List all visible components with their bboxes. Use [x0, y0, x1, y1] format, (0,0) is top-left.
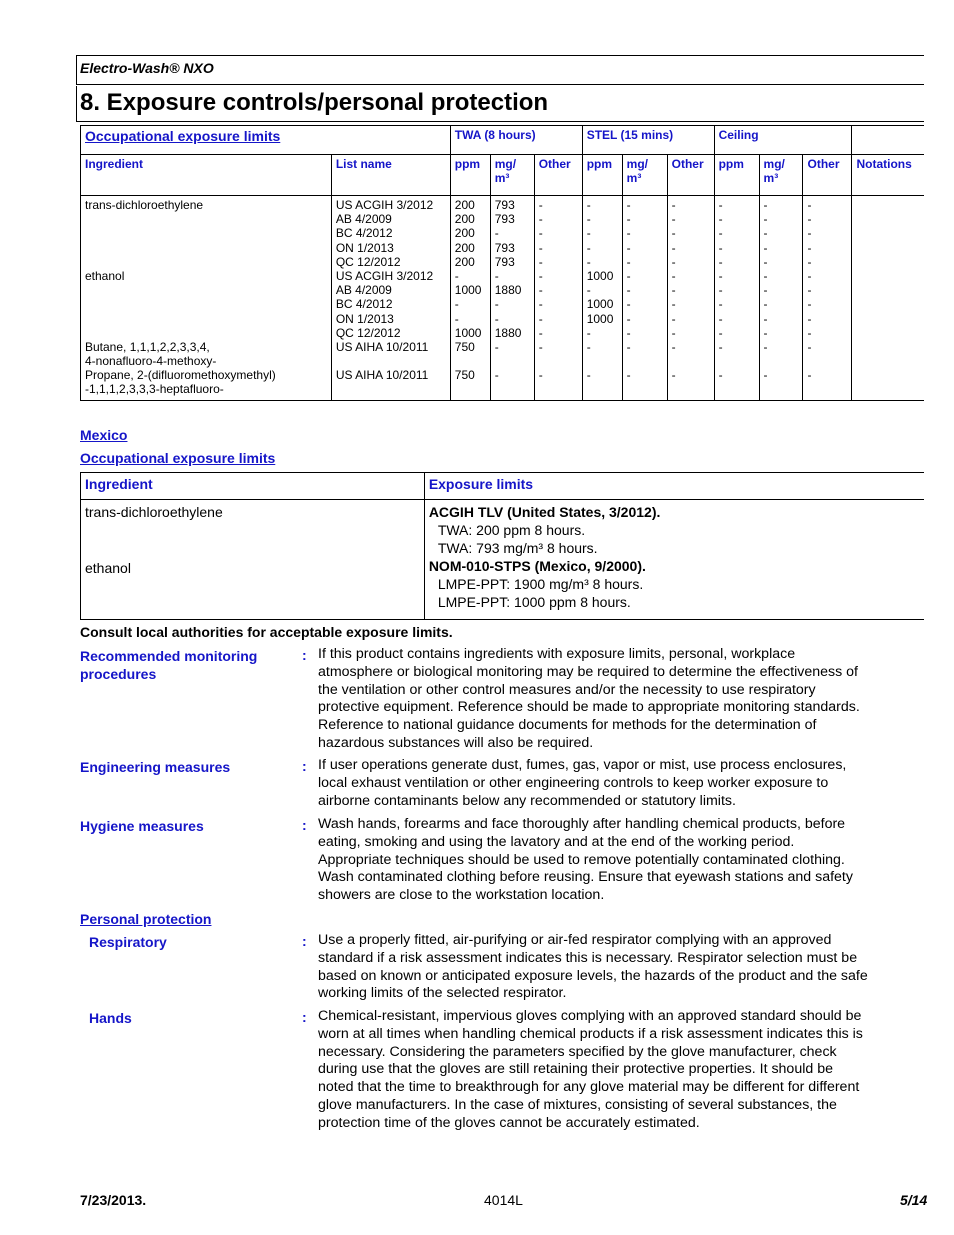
- oel-ceil-mg-value: -: [763, 283, 768, 298]
- oel-twa-other-value: -: [538, 325, 543, 340]
- text-line: showers are close to the workstation location.: [318, 887, 605, 904]
- oel-ceil-other-value: -: [807, 212, 812, 227]
- col-notations: Notations: [852, 155, 924, 196]
- respiratory-text: [318, 932, 922, 1003]
- text-line: the ventilation or other control measures and/or the necessity to use respiratory: [318, 681, 816, 698]
- monitoring-text: [318, 646, 922, 753]
- oel-ingredient-value: [85, 212, 327, 226]
- oel-twa-other-value: -: [538, 226, 543, 241]
- oel-twa-other-value: [539, 354, 578, 368]
- oel-stel-mg-value: -: [626, 368, 631, 383]
- oel-ceil-mg-value: -: [763, 311, 768, 326]
- oel-stel-ppm-value: -: [586, 339, 591, 354]
- oel-twa-ppm-value: 1000: [454, 283, 482, 298]
- col-stel-m3-label: m³: [626, 171, 642, 185]
- oel-list-value: QC 12/2012: [335, 325, 401, 340]
- cell-ceiling-ppm: [714, 196, 759, 401]
- oel-stel-ppm-value: -: [586, 368, 591, 383]
- oel-stel-ppm-value: -: [586, 240, 591, 255]
- oel-twa-ppm-value: -: [454, 268, 459, 283]
- col-stel-other: Other: [667, 155, 714, 196]
- hands-label: Hands: [89, 1010, 132, 1026]
- oel-twa-ppm-value: 200: [454, 240, 475, 255]
- oel-stel-other-value: -: [671, 325, 676, 340]
- col-twa-other: Other: [534, 155, 582, 196]
- oel-stel-other-value: -: [671, 240, 676, 255]
- respiratory-label: Respiratory: [89, 934, 167, 950]
- text-line: protective equipment. Reference should be made to appropriate monitoring standards.: [318, 699, 860, 716]
- oel-ingredient-value: Butane, 1,1,1,2,2,3,3,4,: [85, 339, 210, 354]
- oel-stel-ppm-value: [587, 354, 618, 368]
- oel-ceil-ppm-value: -: [718, 283, 723, 298]
- oel-list-value: ON 1/2013: [335, 311, 394, 326]
- oel-ceil-other-value: -: [807, 297, 812, 312]
- oel-stel-mg-value: -: [626, 212, 631, 227]
- oel-ingredient-value: [85, 241, 327, 255]
- oel-stel-ppm-value: -: [586, 198, 591, 212]
- oel-stel-other-value: -: [671, 212, 676, 227]
- oel-stel-other-value: -: [671, 297, 676, 312]
- oel-twa-other-value: -: [538, 240, 543, 255]
- oel-twa-ppm-value: -: [454, 311, 459, 326]
- engineering-text: [318, 757, 922, 810]
- oel-stel-other-value: -: [671, 368, 676, 383]
- cell-ceiling-other: [803, 196, 852, 401]
- text-line: Wash hands, forearms and face thoroughly after handling chemical products, before: [318, 816, 846, 832]
- text-line: Use a properly fitted, air-purifying or air-fed respirator complying with an approved: [318, 932, 832, 948]
- oel-twa-other-value: -: [538, 212, 543, 227]
- oel-stel-mg-value: -: [626, 254, 631, 269]
- oel-twa-ppm-value: [455, 354, 486, 368]
- oel-twa-mg-value: -: [494, 339, 499, 354]
- mex-col-limits: Exposure limits: [424, 473, 924, 500]
- cell-stel-ppm: [582, 196, 622, 401]
- oel-twa-other-value: [539, 382, 578, 396]
- oel-ceil-other-value: -: [807, 325, 812, 340]
- oel-stel-ppm-value: -: [586, 226, 591, 241]
- oel-ceil-other-value: -: [807, 368, 812, 383]
- mex-ingredient-cell: [81, 500, 425, 620]
- mex-limit-2-title: NOM-010-STPS (Mexico, 9/2000).: [428, 558, 646, 574]
- oel-ceil-other-value: -: [807, 240, 812, 255]
- col-ceiling-ppm: ppm: [714, 155, 759, 196]
- oel-ceil-ppm-value: -: [718, 368, 723, 383]
- oel-ingredient-value: 4-nonafluoro-4-methoxy-: [85, 354, 217, 369]
- oel-twa-ppm-value: [455, 382, 486, 396]
- oel-ceil-ppm-value: -: [718, 226, 723, 241]
- col-stel-mg-label: mg/: [626, 157, 649, 171]
- oel-stel-ppm-value: 1000: [586, 268, 614, 283]
- oel-twa-ppm-value: -: [454, 297, 459, 312]
- text-line: necessary. Considering the parameters specified by the glove manufacturer, check: [318, 1043, 837, 1060]
- oel-ceil-mg-value: -: [763, 368, 768, 383]
- oel-list-value: QC 12/2012: [335, 254, 401, 269]
- oel-stel-mg-value: -: [626, 268, 631, 283]
- oel-stel-mg-value: -: [626, 198, 631, 212]
- text-line: local exhaust ventilation or other engineering controls to keep worker exposure to: [318, 774, 829, 791]
- section-title: 8. Exposure controls/personal protection: [80, 89, 549, 116]
- oel-stel-mg-value: -: [626, 339, 631, 354]
- oel-twa-mg-value: -: [494, 297, 499, 312]
- oel-ceil-other-value: [807, 382, 847, 396]
- hygiene-label: Hygiene measures: [80, 818, 204, 834]
- hands-text: [318, 1008, 922, 1133]
- text-line: hazardous substances will also be required.: [318, 734, 594, 751]
- twa-group-header: TWA (8 hours): [450, 126, 582, 155]
- oel-twa-other-value: -: [538, 283, 543, 298]
- text-line: airborne contaminants below any recommended or statutory limits.: [318, 792, 736, 809]
- oel-twa-mg-value: [495, 354, 530, 368]
- cell-notations: [852, 196, 924, 401]
- oel-ceil-ppm-value: -: [718, 297, 723, 312]
- oel-stel-ppm-value: -: [586, 212, 591, 227]
- col-stel-ppm: ppm: [582, 155, 622, 196]
- oel-ingredient-value: ethanol: [85, 268, 125, 283]
- col-twa-m3-label: m³: [494, 171, 510, 185]
- oel-ceil-mg-value: -: [763, 339, 768, 354]
- oel-stel-mg-value: -: [626, 226, 631, 241]
- oel-ceil-mg-value: -: [763, 198, 768, 212]
- oel-twa-other-value: -: [538, 254, 543, 269]
- cell-stel-mg: [622, 196, 667, 401]
- mex-ingredient-1: trans-dichloroethylene: [85, 504, 223, 520]
- oel-stel-other-value: -: [671, 268, 676, 283]
- text-line: noted that the time to breakthrough for any glove material may be different for different: [318, 1079, 860, 1096]
- mex-col-ingredient: Ingredient: [81, 473, 425, 500]
- oel-twa-other-value: -: [538, 297, 543, 312]
- col-ceiling-mg: [759, 155, 803, 196]
- col-ceiling-m3-label: m³: [763, 171, 779, 185]
- stel-group-header: STEL (15 mins): [582, 126, 714, 155]
- col-twa-mg: [490, 155, 534, 196]
- oel-list-value: US ACGIH 3/2012: [335, 198, 434, 212]
- respiratory-colon: :: [302, 933, 307, 949]
- oel-twa-ppm-value: 750: [454, 368, 475, 383]
- oel-twa-mg-value: [495, 382, 530, 396]
- cell-stel-other: [667, 196, 714, 401]
- monitoring-label: [80, 647, 295, 683]
- oel-twa-ppm-value: 750: [454, 339, 475, 354]
- oel-twa-mg-value: 793: [494, 240, 515, 255]
- oel-ceil-ppm-value: [719, 382, 755, 396]
- oel-list-value: ON 1/2013: [335, 240, 394, 255]
- oel-stel-mg-value: [627, 382, 663, 396]
- oel-ceil-mg-value: -: [763, 254, 768, 269]
- text-line: Wash contaminated clothing before reusing. Ensure that eyewash stations and safety: [318, 869, 853, 886]
- mex-limits-cell: [424, 500, 924, 620]
- footer-code: 4014L: [484, 1192, 523, 1208]
- hygiene-text: [318, 816, 922, 905]
- mex-limit-2-a: LMPE-PPT: 1900 mg/m³ 8 hours.: [437, 576, 644, 592]
- text-line: Appropriate techniques should be used to remove potentially contaminated clothing.: [318, 851, 845, 868]
- text-line: working limits of the selected respirator.: [318, 985, 567, 1002]
- oel-ceil-ppm-value: -: [718, 311, 723, 326]
- oel-list-value: BC 4/2012: [335, 297, 393, 312]
- oel-list-value: US AIHA 10/2011: [335, 368, 429, 383]
- mexico-oel-heading[interactable]: Occupational exposure limits: [80, 450, 276, 466]
- mexico-heading[interactable]: Mexico: [80, 427, 128, 443]
- oel-ceil-ppm-value: [719, 354, 755, 368]
- oel-stel-mg-value: [627, 354, 663, 368]
- notations-group-spacer: [852, 126, 924, 155]
- cell-list-names: [331, 196, 450, 401]
- mex-limit-1-title: ACGIH TLV (United States, 3/2012).: [428, 504, 661, 520]
- oel-ceil-other-value: -: [807, 283, 812, 298]
- oel-twa-ppm-value: 200: [454, 226, 475, 241]
- oel-twa-mg-value: 1880: [494, 283, 522, 298]
- oel-list-value: AB 4/2009: [335, 283, 392, 298]
- oel-list-value: [336, 382, 446, 396]
- oel-ceil-ppm-value: -: [718, 240, 723, 255]
- oel-ceil-ppm-value: -: [718, 212, 723, 227]
- col-list-name: List name: [331, 155, 450, 196]
- oel-ingredient-value: [85, 283, 327, 297]
- footer-date: 7/23/2013.: [80, 1192, 147, 1208]
- oel-stel-other-value: [672, 382, 710, 396]
- oel-twa-ppm-value: 200: [454, 198, 475, 212]
- oel-ceil-ppm-value: -: [718, 254, 723, 269]
- oel-stel-mg-value: -: [626, 325, 631, 340]
- oel-twa-mg-value: 793: [494, 254, 515, 269]
- cell-ceiling-mg: [759, 196, 803, 401]
- text-line: atmosphere or biological monitoring may be required to determine the effectiveness of: [318, 663, 858, 680]
- engineering-label: Engineering measures: [80, 759, 231, 775]
- text-line: Reference to national guidance documents for methods for the determination of: [318, 717, 817, 734]
- mex-limit-1-a: TWA: 200 ppm 8 hours.: [437, 522, 586, 538]
- col-twa-ppm: ppm: [450, 155, 490, 196]
- oel-twa-other-value: -: [538, 198, 543, 212]
- oel-ingredient-value: [85, 297, 327, 311]
- text-line: protection time of the gloves cannot be accurately estimated.: [318, 1114, 700, 1131]
- text-line: during use that the gloves are still retaining their protective properties. It should be: [318, 1061, 833, 1078]
- oel-ceil-mg-value: -: [763, 240, 768, 255]
- cell-twa-mg: [490, 196, 534, 401]
- oel-stel-ppm-value: [587, 382, 618, 396]
- oel-stel-mg-value: -: [626, 311, 631, 326]
- cell-ingredients: [81, 196, 332, 401]
- oel-list-value: US ACGIH 3/2012: [335, 268, 434, 283]
- oel-twa-other-value: -: [538, 339, 543, 354]
- oel-ingredient-value: [85, 326, 327, 340]
- product-name: Electro-Wash® NXO: [80, 60, 214, 76]
- oel-stel-ppm-value: -: [586, 254, 591, 269]
- oel-ingredient-value: [85, 226, 327, 240]
- oel-ceil-other-value: -: [807, 268, 812, 283]
- oel-ceil-ppm-value: -: [718, 268, 723, 283]
- oel-stel-other-value: -: [671, 283, 676, 298]
- text-line: If user operations generate dust, fumes, gas, vapor or mist, use process enclosures,: [318, 757, 847, 773]
- oel-ceil-mg-value: [764, 354, 799, 368]
- oel-twa-mg-value: 793: [494, 212, 515, 227]
- oel-ceil-mg-value: -: [763, 325, 768, 340]
- oel-twa-ppm-value: 200: [454, 212, 475, 227]
- ceiling-group-header: Ceiling: [714, 126, 852, 155]
- consult-note: Consult local authorities for acceptable exposure limits.: [80, 624, 453, 640]
- col-ceiling-other: Other: [803, 155, 852, 196]
- hands-colon: :: [302, 1009, 307, 1025]
- col-ceiling-mg-label: mg/: [763, 157, 785, 171]
- text-line: worn at all times when handling chemical products if a risk assessment indicates this is: [318, 1025, 863, 1042]
- oel-ceil-other-value: -: [807, 254, 812, 269]
- mex-ingredient-2: ethanol: [85, 560, 131, 576]
- oel-ceil-other-value: -: [807, 339, 812, 354]
- monitoring-label-line-1: Recommended monitoring: [80, 648, 258, 664]
- mex-limit-2-b: LMPE-PPT: 1000 ppm 8 hours.: [437, 594, 631, 610]
- oel-stel-other-value: -: [671, 311, 676, 326]
- oel-list-value: [336, 354, 446, 368]
- oel-ceil-ppm-value: -: [718, 198, 723, 212]
- personal-protection-heading[interactable]: Personal protection: [80, 911, 212, 927]
- mexico-exposure-table: [80, 472, 924, 620]
- mex-limit-1-b: TWA: 793 mg/m³ 8 hours.: [437, 540, 598, 556]
- oel-list-value: AB 4/2009: [335, 212, 392, 227]
- oel-table-title[interactable]: Occupational exposure limits: [81, 126, 451, 155]
- oel-ceil-mg-value: -: [763, 212, 768, 227]
- oel-twa-ppm-value: 1000: [454, 325, 482, 340]
- oel-ceil-mg-value: -: [763, 268, 768, 283]
- oel-stel-other-value: -: [671, 198, 676, 212]
- oel-ceil-ppm-value: -: [718, 325, 723, 340]
- oel-ceil-ppm-value: -: [718, 339, 723, 354]
- oel-ceil-other-value: -: [807, 198, 812, 212]
- cell-twa-other: [534, 196, 582, 401]
- oel-stel-mg-value: -: [626, 297, 631, 312]
- hygiene-colon: :: [302, 817, 307, 833]
- oel-ceil-mg-value: -: [763, 297, 768, 312]
- oel-ceil-mg-value: [764, 382, 799, 396]
- oel-twa-mg-value: 793: [494, 198, 515, 212]
- text-line: Chemical-resistant, impervious gloves complying with an approved standard should be: [318, 1008, 862, 1024]
- oel-twa-mg-value: -: [494, 268, 499, 283]
- cell-twa-ppm: [450, 196, 490, 401]
- oel-stel-ppm-value: -: [586, 283, 591, 298]
- oel-twa-mg-value: -: [494, 368, 499, 383]
- oel-stel-mg-value: -: [626, 240, 631, 255]
- oel-stel-mg-value: -: [626, 283, 631, 298]
- text-line: eating, smoking and using the lavatory and at the end of the working period.: [318, 833, 795, 850]
- oel-list-value: US AIHA 10/2011: [335, 339, 429, 354]
- text-line: based on known or anticipated exposure levels, the hazards of the product and the safe: [318, 967, 868, 984]
- oel-ingredient-value: -1,1,1,2,3,3,3-heptafluoro-: [85, 382, 224, 397]
- oel-ingredient-value: [85, 255, 327, 269]
- oel-twa-other-value: -: [538, 368, 543, 383]
- oel-ceil-mg-value: -: [763, 226, 768, 241]
- oel-twa-other-value: -: [538, 268, 543, 283]
- oel-twa-mg-value: -: [494, 226, 499, 241]
- oel-ceil-other-value: -: [807, 311, 812, 326]
- col-stel-mg: [622, 155, 667, 196]
- col-ingredient: Ingredient: [81, 155, 332, 196]
- oel-ingredient-value: trans-dichloroethylene: [85, 198, 204, 212]
- text-line: standard if a risk assessment indicates this is necessary. Respirator selection must be: [318, 949, 858, 966]
- oel-ceil-other-value: [807, 354, 847, 368]
- oel-twa-mg-value: -: [494, 311, 499, 326]
- oel-twa-other-value: -: [538, 311, 543, 326]
- oel-stel-other-value: [672, 354, 710, 368]
- oel-stel-ppm-value: 1000: [586, 297, 614, 312]
- oel-ceil-other-value: -: [807, 226, 812, 241]
- monitoring-label-line-2: procedures: [80, 666, 157, 682]
- oel-stel-ppm-value: 1000: [586, 311, 614, 326]
- footer-page: 5/14: [900, 1192, 928, 1208]
- oel-ingredient-value: [85, 312, 327, 326]
- text-line: If this product contains ingredients with exposure limits, personal, workplace: [318, 646, 796, 662]
- oel-stel-other-value: -: [671, 226, 676, 241]
- oel-stel-other-value: -: [671, 339, 676, 354]
- occupational-exposure-table: [80, 125, 924, 401]
- oel-list-value: BC 4/2012: [335, 226, 393, 241]
- monitoring-colon: :: [302, 647, 307, 663]
- oel-stel-other-value: -: [671, 254, 676, 269]
- oel-twa-mg-value: 1880: [494, 325, 522, 340]
- text-line: glove manufacturers. In the case of mixtures, consisting of several substances, the: [318, 1096, 837, 1113]
- oel-ingredient-value: Propane, 2-(difluoromethoxymethyl): [85, 368, 276, 383]
- oel-stel-ppm-value: -: [586, 325, 591, 340]
- engineering-colon: :: [302, 758, 307, 774]
- col-twa-mg-label: mg/: [494, 157, 517, 171]
- oel-twa-ppm-value: 200: [454, 254, 475, 269]
